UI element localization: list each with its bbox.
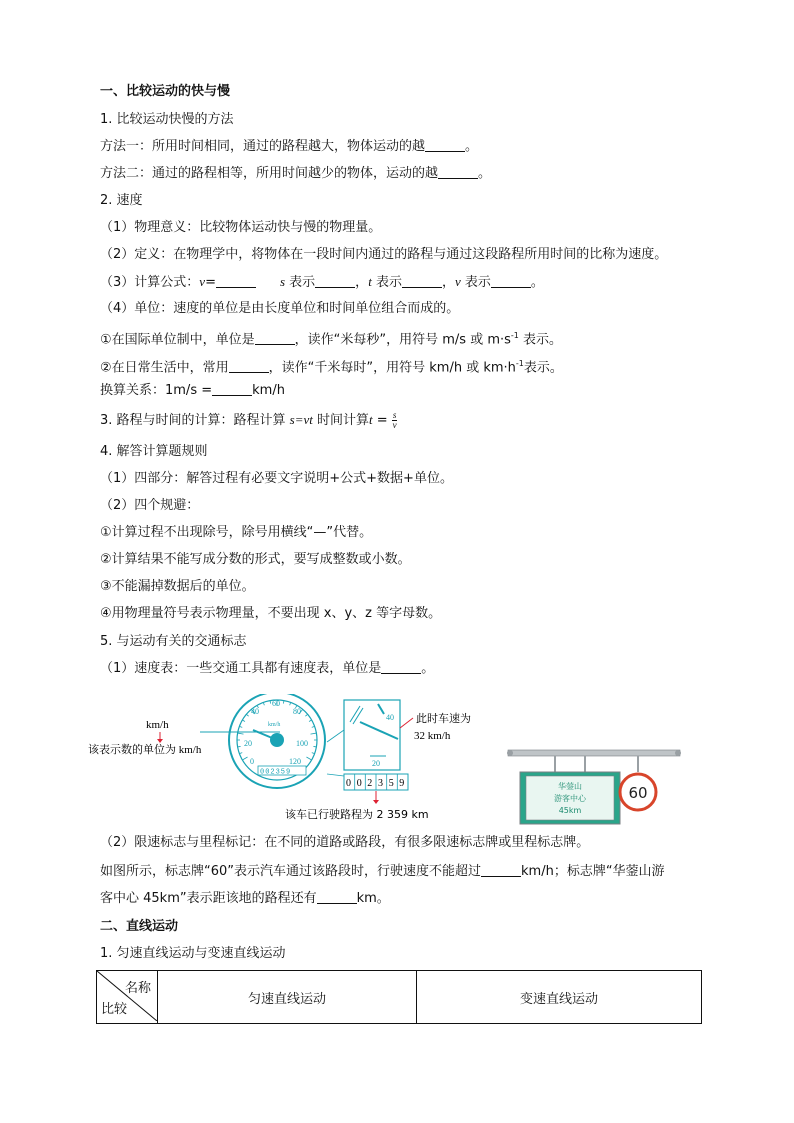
odometer-small <box>258 766 306 777</box>
answer-blank[interactable] <box>381 659 421 674</box>
answer-blank[interactable] <box>317 889 357 904</box>
limit-sign-intro: （2）限速标志与里程标记：在不同的道路或路段，有很多限速标志牌或里程标志牌。 <box>100 835 590 850</box>
odo-digit: 0 <box>346 778 351 789</box>
odo-digit: 9 <box>399 778 405 789</box>
odo-digit: 3 <box>378 778 383 789</box>
dial-tick-mark <box>246 714 248 716</box>
heading-speed: 2. 速度 <box>100 193 143 208</box>
dial-tick-mark <box>290 702 291 705</box>
zoom-20: 20 <box>372 759 380 768</box>
answer-blank[interactable] <box>491 273 531 288</box>
speedometer-intro: （1）速度表：一些交通工具都有速度表，单位是 。 <box>100 661 435 676</box>
speed-note-2: 32 km/h <box>414 730 451 742</box>
odo-arrow-head <box>373 800 379 804</box>
answer-blank[interactable] <box>315 273 355 288</box>
svg-text:002359: 002359 <box>260 768 292 777</box>
distance-time-calc: 3. 路程与时间的计算：路程计算 s=vt 时间计算t = $\frac{s}{v}$ <box>100 410 397 430</box>
method-one: 方法一：所用时间相同，通过的路程越大，物体运动的越 。 <box>100 139 479 154</box>
rule-four-parts: （1）四部分：解答过程有必要文字说明+公式+数据+单位。 <box>100 471 453 486</box>
heading-rules: 4. 解答计算题规则 <box>100 444 208 459</box>
distance-sign <box>520 772 620 824</box>
dial-hub <box>270 733 284 747</box>
section-title-2: 二、直线运动 <box>100 919 179 934</box>
corner-compare: 比较 <box>101 1002 128 1017</box>
sign-line-2: 游客中心 <box>554 794 586 803</box>
zoom-line-top <box>327 730 344 742</box>
heading-uniform-vs-variable: 1. 匀速直线运动与变速直线运动 <box>100 946 286 961</box>
speed-definition: （2）定义：在物理学中，将物体在一段时间内通过的路程与通过这段路程所用时间的比称为速度。 <box>100 247 668 262</box>
speed-zoom-panel <box>344 700 400 770</box>
zoom-40: 40 <box>386 713 394 722</box>
dial-tick-mark <box>242 757 247 760</box>
answer-blank[interactable] <box>216 273 256 288</box>
answer-blank[interactable] <box>229 358 269 373</box>
dial-tick-mark <box>313 746 316 747</box>
dial-tick-40: 40 <box>251 707 259 716</box>
speedometer-dial <box>229 694 325 788</box>
column-header-variable: 变速直线运动 <box>417 971 702 1024</box>
answer-blank[interactable] <box>212 381 252 396</box>
dial-tick-mark <box>270 701 271 704</box>
method-two: 方法二：通过的路程相等，所用时间越少的物体，运动的越 。 <box>100 166 492 181</box>
dial-tick-mark <box>239 726 242 727</box>
column-header-uniform: 匀速直线运动 <box>158 971 417 1024</box>
odo-digit: 2 <box>367 778 373 789</box>
heading-compare-methods: 1. 比较运动快慢的方法 <box>100 112 234 127</box>
speed-unit: （4）单位：速度的单位是由长度单位和时间单位组合而成的。 <box>100 301 460 316</box>
section-title-1: 一、比较运动的快与慢 <box>100 84 231 99</box>
rule-item: ①计算过程不出现除号，除号用横线“—”代替。 <box>100 525 373 540</box>
odometer-zoom <box>344 774 408 790</box>
unit-conversion: 换算关系：1m/s = km/h <box>100 383 285 398</box>
answer-blank[interactable] <box>402 273 442 288</box>
sign-line-3: 45km <box>558 806 582 815</box>
unit-arrow-head <box>157 739 163 743</box>
odo-digit: 0 <box>356 778 362 789</box>
speedometer-and-signs-figure <box>80 694 700 828</box>
heading-traffic-signs: 5. 与运动有关的交通标志 <box>100 634 247 649</box>
limit-sign-question-1: 如图所示，标志牌“60”表示汽车通过该路段时，行驶速度不能超过 km/h；标志牌“华蓥山游 <box>100 864 665 879</box>
dial-tick-mark <box>305 714 307 716</box>
speed-arrow <box>400 718 413 728</box>
speed-limit-value: 60 <box>628 784 648 802</box>
zoom-line-bottom <box>327 774 344 776</box>
dial-unit-label: km/h <box>268 722 281 728</box>
dial-tick-mark <box>242 720 245 722</box>
dial-tick-mark <box>239 753 242 754</box>
odo-digit: 5 <box>388 778 394 789</box>
road-sign-gantry <box>507 750 681 824</box>
speed-note-1: 此时车速为 <box>416 712 471 725</box>
speed-formula: （3）计算公式：v= s 表示 ，t 表示 ，v 表示 。 <box>100 274 544 290</box>
unit-label: km/h <box>146 719 169 731</box>
rule-avoid-title: （2）四个规避： <box>100 498 200 513</box>
answer-blank[interactable] <box>255 330 295 345</box>
rule-item: ②计算结果不能写成分数的形式，要写成整数或小数。 <box>100 552 411 567</box>
dial-tick-100: 100 <box>296 739 308 748</box>
dial-tick-mark <box>238 733 244 734</box>
dial-tick-mark <box>310 733 316 734</box>
dial-tick-mark <box>306 757 311 760</box>
dial-tick-80: 80 <box>293 707 301 716</box>
odo-note: 该车已行驶路程为 2 359 km <box>285 808 429 821</box>
dial-tick-20: 20 <box>244 739 252 748</box>
limit-sign-question-2: 客中心 45km”表示距该地的路程还有 km。 <box>100 891 390 906</box>
daily-unit: ②在日常生活中，常用 ，读作“千米每时”，用符号 km/h 或 $km\cdot h^{-1}$表示。 <box>100 359 563 376</box>
comparison-table <box>96 970 702 1024</box>
dial-tick-mark <box>312 726 315 727</box>
answer-blank[interactable] <box>438 164 478 179</box>
speed-meaning: （1）物理意义：比较物体运动快与慢的物理量。 <box>100 220 382 235</box>
answer-blank[interactable] <box>425 137 465 152</box>
dial-tick-mark <box>263 702 264 705</box>
answer-blank[interactable] <box>481 862 521 877</box>
dial-tick-mark <box>309 720 312 722</box>
rule-item: ④用物理量符号表示物理量，不要出现 x、y、z 等字母数。 <box>100 606 442 621</box>
si-unit: ①在国际单位制中，单位是 ，读作“米每秒”，用符号 m/s 或 $m\cdot s^{-1}$ 表示。 <box>100 331 563 348</box>
sign-line-1: 华蓥山 <box>558 782 582 791</box>
dial-tick-mark <box>238 746 241 747</box>
dial-tick-120: 120 <box>289 757 301 766</box>
corner-name: 名称 <box>124 981 151 996</box>
table-corner-cell <box>97 971 158 1024</box>
dial-tick-mark <box>283 701 284 704</box>
speed-limit-sign <box>620 774 656 810</box>
dial-tick-0: 0 <box>250 757 254 766</box>
table-row <box>97 971 702 1024</box>
fraction-s-over-v: $\frac{s}{v}$ <box>392 410 397 430</box>
rule-item: ③不能漏掉数据后的单位。 <box>100 579 255 594</box>
unit-note: 该表示数的单位为 km/h <box>88 744 202 756</box>
dial-tick-60: 60 <box>272 699 280 708</box>
dial-tick-mark <box>312 753 315 754</box>
